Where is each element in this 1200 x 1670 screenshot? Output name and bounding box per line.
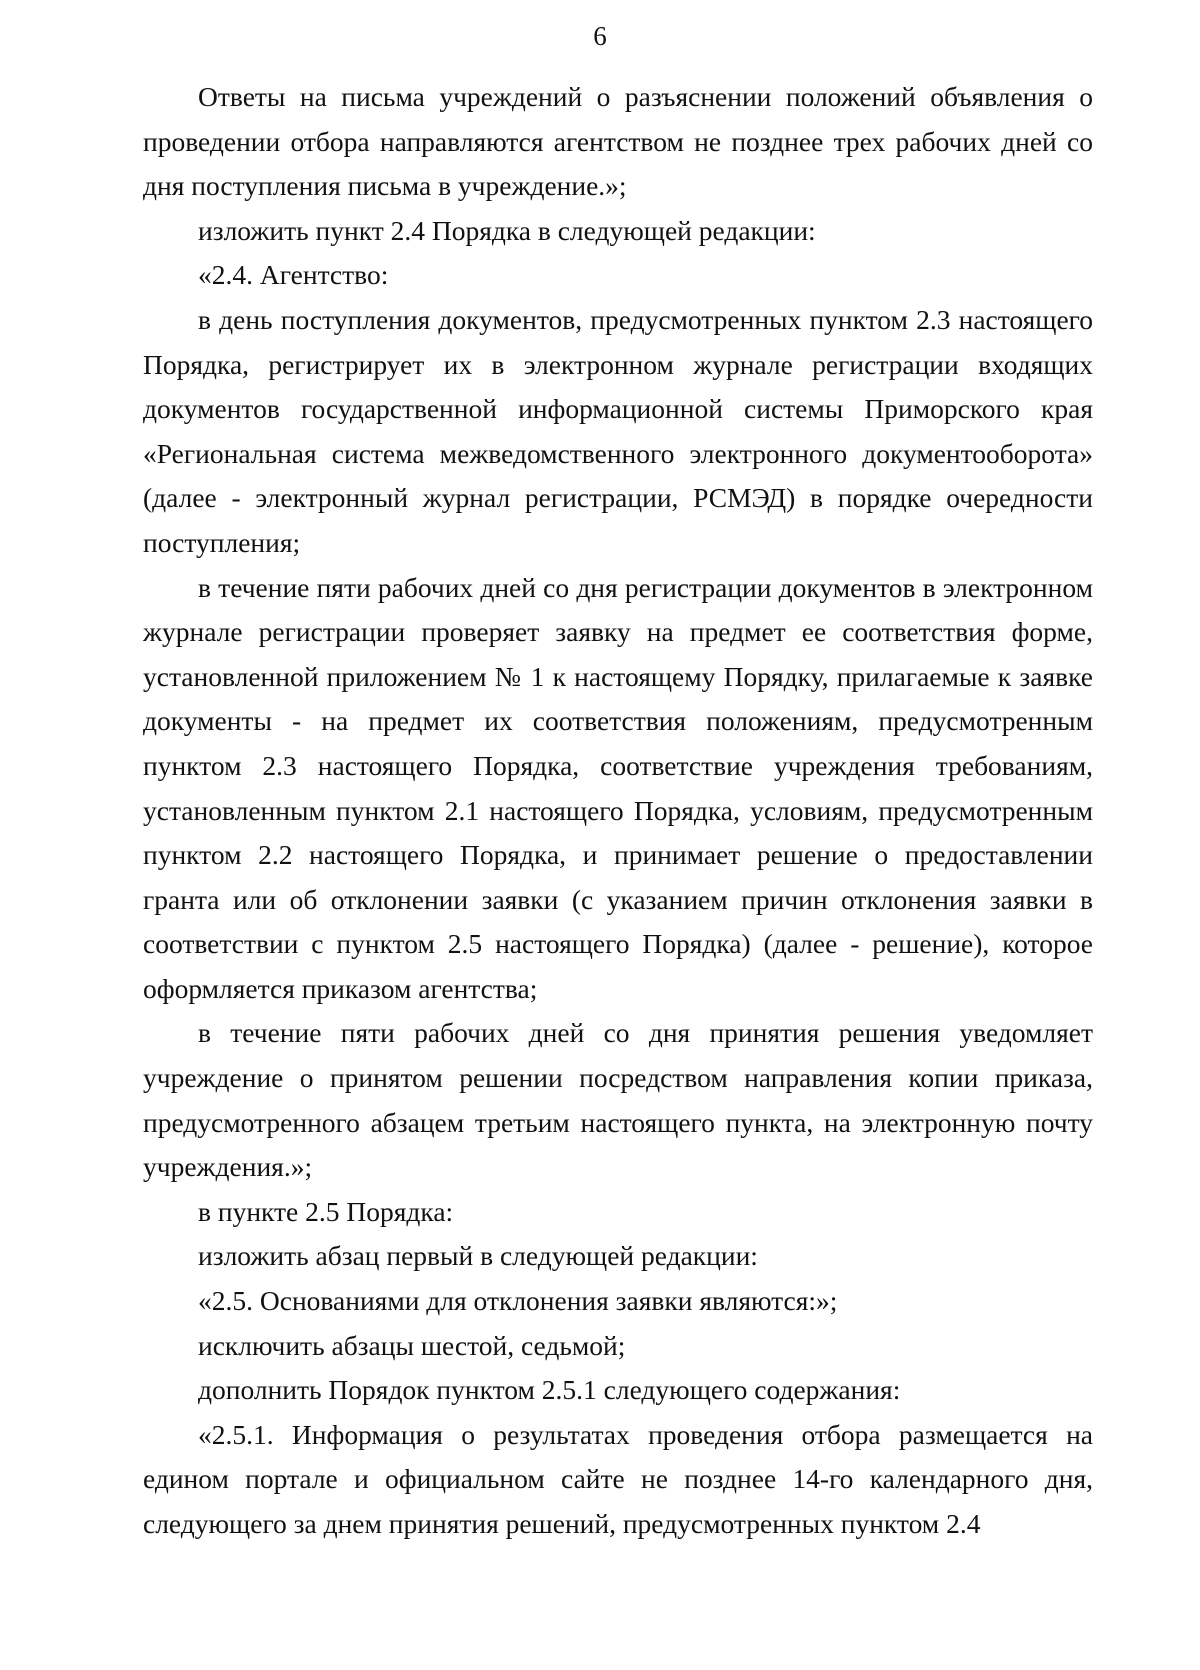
document-body bbox=[143, 75, 1093, 1547]
paragraph-amend-first-abzac: изложить абзац первый в следующей редакции: bbox=[198, 1240, 758, 1272]
paragraph-point-2-5: в пункте 2.5 Порядка: bbox=[198, 1195, 454, 1227]
paragraph-2-5-1-text: «2.5.1. Информация о результатах проведения отбора размещается на едином портале и официальном сайте не позднее 14-го календарного дня, следующего за днем принятия решений, предусмотренных пунктом 2.4 bbox=[143, 1418, 1093, 1539]
paragraph-2-5-grounds: «2.5. Основаниями для отклонения заявки являются:»; bbox=[198, 1285, 838, 1317]
paragraph-registration: в день поступления документов, предусмотренных пунктом 2.3 настоящего Порядка, регистрирует их в электронном журнале регистрации входящих документов государственной информационной системы Приморского края «Региональная система межведомственного электронного документооборота» (далее - электронный журнал регистрации, РСМЭД) в порядке очередности поступления; bbox=[143, 303, 1093, 558]
paragraph-exclude-abzacs: исключить абзацы шестой, седьмой; bbox=[198, 1329, 626, 1361]
paragraph-notification: в течение пяти рабочих дней со дня принятия решения уведомляет учреждение о принятом решении посредством направления копии приказа, предусмотренного абзацем третьим настоящего пункта, на электронную почту учреждения.»; bbox=[143, 1017, 1093, 1183]
paragraph-amend-2-4: изложить пункт 2.4 Порядка в следующей редакции: bbox=[198, 214, 816, 246]
page-number: 6 bbox=[593, 21, 607, 51]
paragraph-review: в течение пяти рабочих дней со дня регистрации документов в электронном журнале регистрации проверяет заявку на предмет ее соответствия форме, установленной приложением № 1 к настоящему Порядку, прилагаемые к заявке документы - на предмет их соответствия положениям, предусмотренным пунктом 2.3 настоящего Порядка, соответствие учреждения требованиям, установленным пунктом 2.1 настоящего Порядка, условиям, предусмотренным пунктом 2.2 настоящего Порядка, и принимает решение о предоставлении гранта или об отклонении заявки (с указанием причин отклонения заявки в соответствии с пунктом 2.5 настоящего Порядка) (далее - решение), которое оформляется приказом агентства; bbox=[143, 571, 1093, 1004]
paragraph-replies-deadline: Ответы на письма учреждений о разъяснении положений объявления о проведении отбора направляются агентством не позднее трех рабочих дней со дня поступления письма в учреждение.»; bbox=[143, 81, 1093, 202]
paragraph-2-4-heading: «2.4. Агентство: bbox=[198, 259, 389, 291]
paragraph-add-2-5-1: дополнить Порядок пунктом 2.5.1 следующего содержания: bbox=[198, 1374, 901, 1406]
